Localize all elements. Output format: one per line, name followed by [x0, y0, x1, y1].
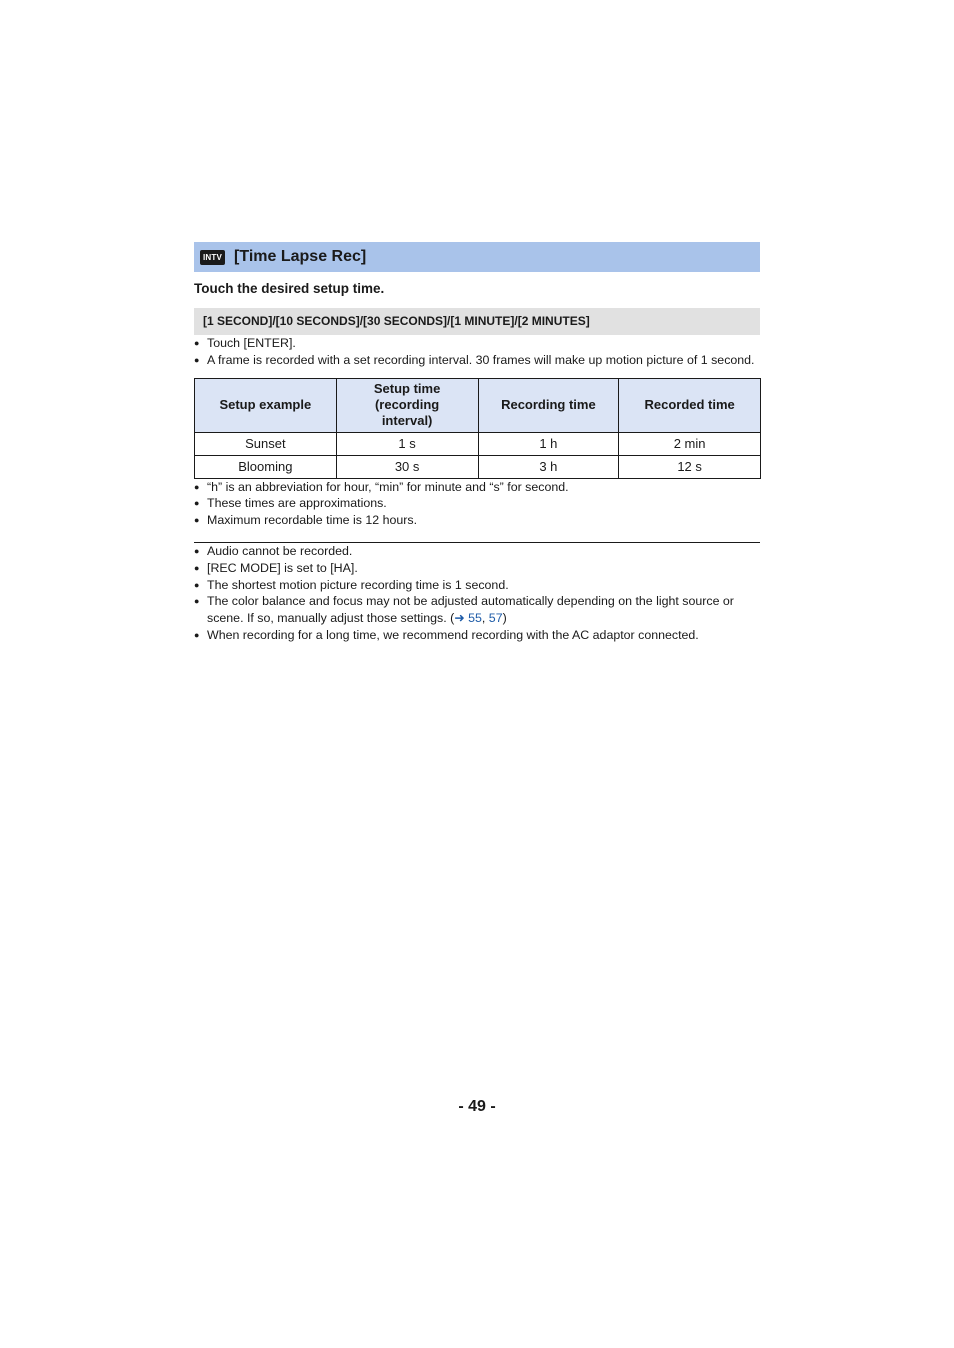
table-header-row [195, 378, 761, 432]
table-cell: 12 s [619, 455, 761, 478]
section-header [194, 242, 760, 272]
column-header: Setup time (recording interval) [336, 378, 478, 432]
list-item: ● These times are approximations. [194, 495, 760, 512]
column-header: Recording time [478, 378, 619, 432]
list-item [194, 593, 760, 627]
notes-list-top [194, 335, 760, 369]
ref-close: ) [502, 611, 507, 626]
setup-time-options: [1 SECOND]/[10 SECONDS]/[30 SECONDS]/[1 MINUTE]/[2 MINUTES] [194, 308, 760, 335]
list-item: ● Maximum recordable time is 12 hours. [194, 512, 760, 529]
table-cell: Sunset [195, 432, 337, 455]
list-item: ● “h” is an abbreviation for hour, “min” for minute and “s” for second. [194, 479, 760, 496]
time-lapse-table [194, 378, 761, 479]
list-item: ● [REC MODE] is set to [HA]. [194, 560, 760, 577]
instruction-text: Touch the desired setup time. [194, 281, 385, 296]
list-item: ● Audio cannot be recorded. [194, 543, 760, 560]
ref-separator: , [481, 611, 489, 626]
column-header: Setup example [195, 378, 337, 432]
intv-mode-icon: INTV [200, 250, 225, 265]
list-item: ● Touch [ENTER]. [194, 335, 760, 352]
page-number: - 49 - [458, 1098, 496, 1115]
color-note-text: The color balance and focus may not be adjusted automatically depending on the light source or scene. If so, manually adjust those settings. ( [207, 594, 734, 626]
page-content [194, 242, 760, 644]
notes-list-bottom [194, 543, 760, 644]
table-row [195, 455, 761, 478]
page-ref-link-57[interactable]: 57 [488, 611, 503, 626]
table-cell: 30 s [336, 455, 478, 478]
page-ref-link-55[interactable]: 55 [468, 611, 482, 626]
table-cell: Blooming [195, 455, 337, 478]
column-header: Recorded time [619, 378, 761, 432]
arrow-icon: ➜ [454, 611, 465, 626]
list-item: ● When recording for a long time, we recommend recording with the AC adaptor connected. [194, 627, 760, 644]
list-item: ● A frame is recorded with a set recording interval. 30 frames will make up motion picture of 1 second. [194, 352, 760, 369]
notes-list-table [194, 479, 760, 529]
table-cell: 3 h [478, 455, 619, 478]
list-item: ● The shortest motion picture recording time is 1 second. [194, 577, 760, 594]
table-cell: 1 h [478, 432, 619, 455]
section-title: [Time Lapse Rec] [234, 248, 367, 265]
table-row [195, 432, 761, 455]
table-cell: 2 min [619, 432, 761, 455]
table-cell: 1 s [336, 432, 478, 455]
